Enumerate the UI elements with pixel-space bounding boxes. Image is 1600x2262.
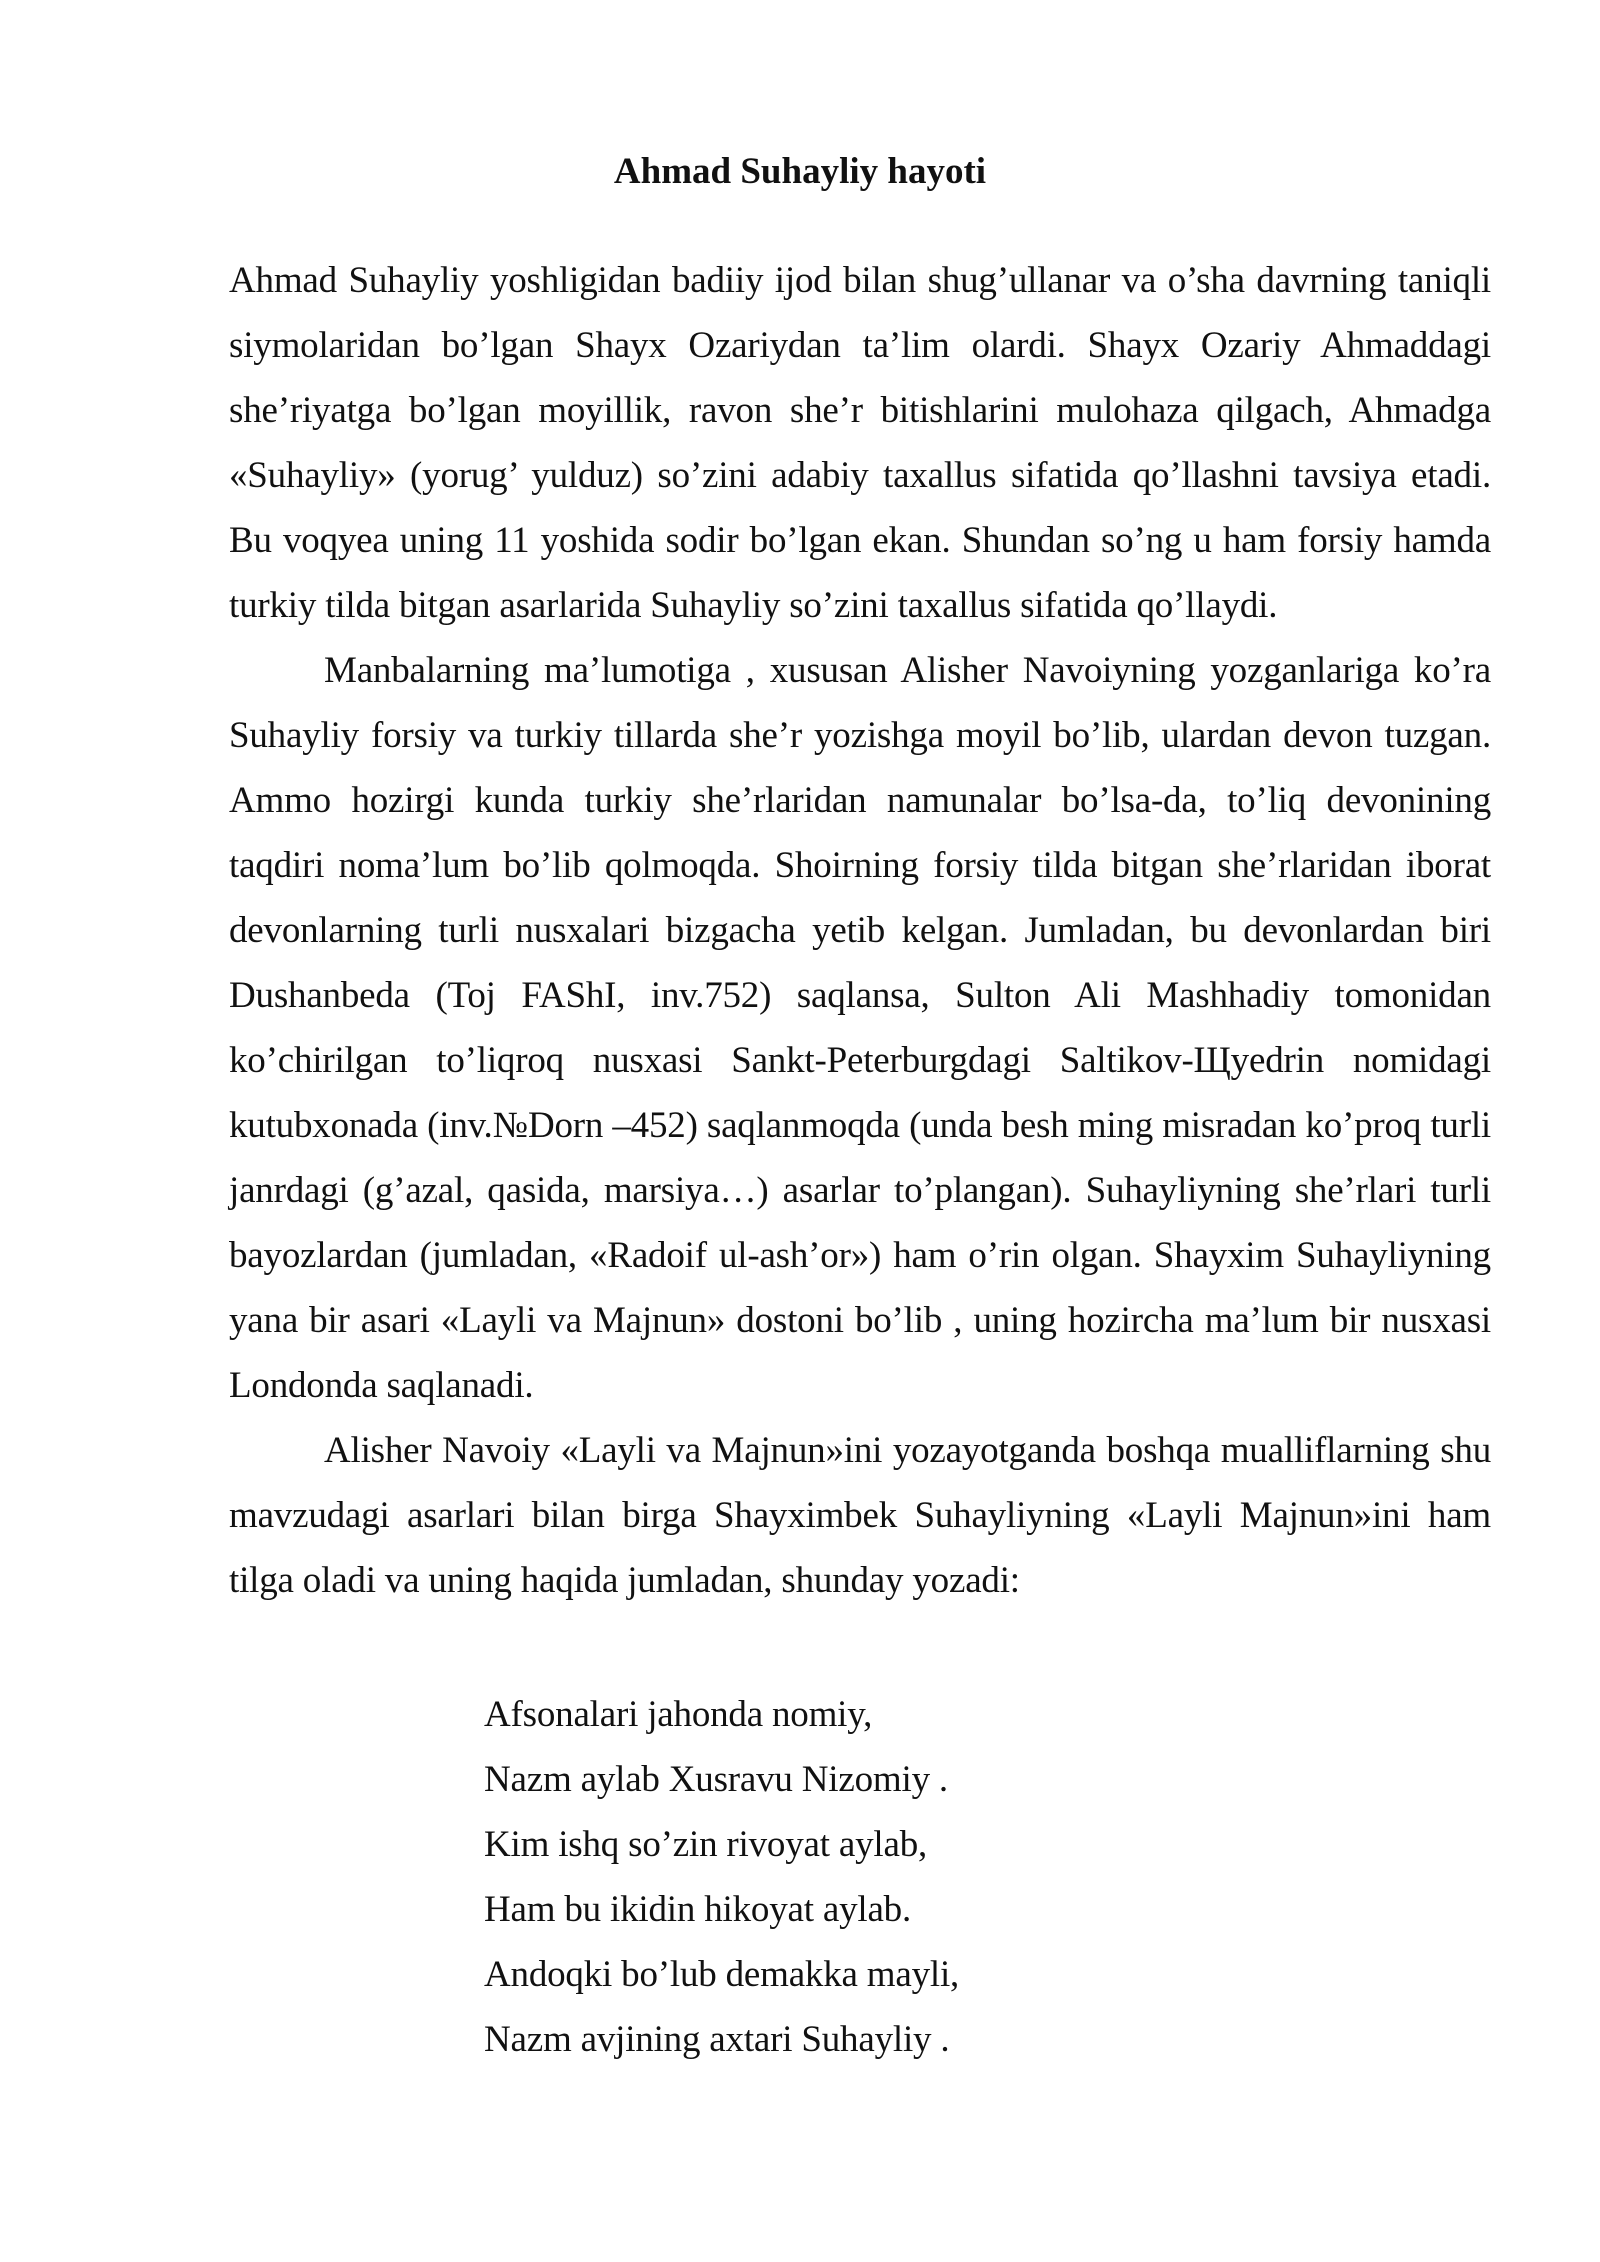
paragraph-2: Manbalarning ma’lumotiga , xususan Alisher Navoiyning yozganlariga ko’ra Suhayliy forsiy va turkiy tillarda she’r yozishga moyil bo’lib, ulardan devon tuzgan. Ammo hozirgi kunda turkiy she’rlaridan namunalar bo’lsa-da, to’liq devonining taqdiri noma’lum bo’lib qolmoqda. Shoirning forsiy tilda bitgan she’rlaridan iborat devonlarning turli nusxalari bizgacha yetib kelgan. Jumladan, bu devonlardan biri Dushanbeda (Toj FAShI, inv.752) saqlansa, Sulton Ali Mashhadiy tomonidan ko’chirilgan to’liqroq nusxasi Sankt-Peterburgdagi Saltikov-Щyedrin nomidagi kutubxonada (inv.№Dorn –452) saqlanmoqda (unda besh ming misradan ko’proq turli janrdagi (g’azal, qasida, marsiya…) asarlar to’plangan). Suhayliyning she’rlari turli bayozlardan (jumladan, «Radoif ul-ash’or») ham o’rin olgan. Shayxim Suhayliyning yana bir asari «Layli va Majnun» dostoni bo’lib , uning hozircha ma’lum bir nusxasi Londonda saqlanadi. xyxy=(229,650,1491,1406)
poem-line-3: Kim ishq so’zin rivoyat aylab, xyxy=(484,1824,928,1865)
document-title: Ahmad Suhayliy hayoti xyxy=(613,151,987,192)
poem-block xyxy=(484,1682,959,2072)
poem-line-2: Nazm aylab Xusravu Nizomiy . xyxy=(484,1759,948,1800)
poem-line-6: Nazm avjining axtari Suhayliy . xyxy=(484,2019,950,2060)
poem-line-4: Ham bu ikidin hikoyat aylab. xyxy=(484,1889,912,1930)
paragraph-3: Alisher Navoiy «Layli va Majnun»ini yozayotganda boshqa mualliflarning shu mavzudagi asarlari bilan birga Shayximbek Suhayliyning «Layli Majnun»ini ham tilga oladi va uning haqida jumladan, shunday yozadi: xyxy=(229,1430,1491,1601)
poem-line-1: Afsonalari jahonda nomiy, xyxy=(484,1694,873,1735)
document-body xyxy=(229,248,1491,1613)
poem-line-5: Andoqki bo’lub demakka mayli, xyxy=(484,1954,960,1995)
paragraph-1: Ahmad Suhayliy yoshligidan badiiy ijod bilan shug’ullanar va o’sha davrning taniqli siymolaridan bo’lgan Shayx Ozariydan ta’lim olardi. Shayx Ozariy Ahmaddagi she’riyatga bo’lgan moyillik, ravon she’r bitishlarini mulohaza qilgach, Ahmadga «Suhayliy» (yorug’ yulduz) so’zini adabiy taxallus sifatida qo’llashni tavsiya etadi. Bu voqyea uning 11 yoshida sodir bo’lgan ekan. Shundan so’ng u ham forsiy hamda turkiy tilda bitgan asarlarida Suhayliy so’zini taxallus sifatida qo’llaydi. xyxy=(229,260,1491,626)
